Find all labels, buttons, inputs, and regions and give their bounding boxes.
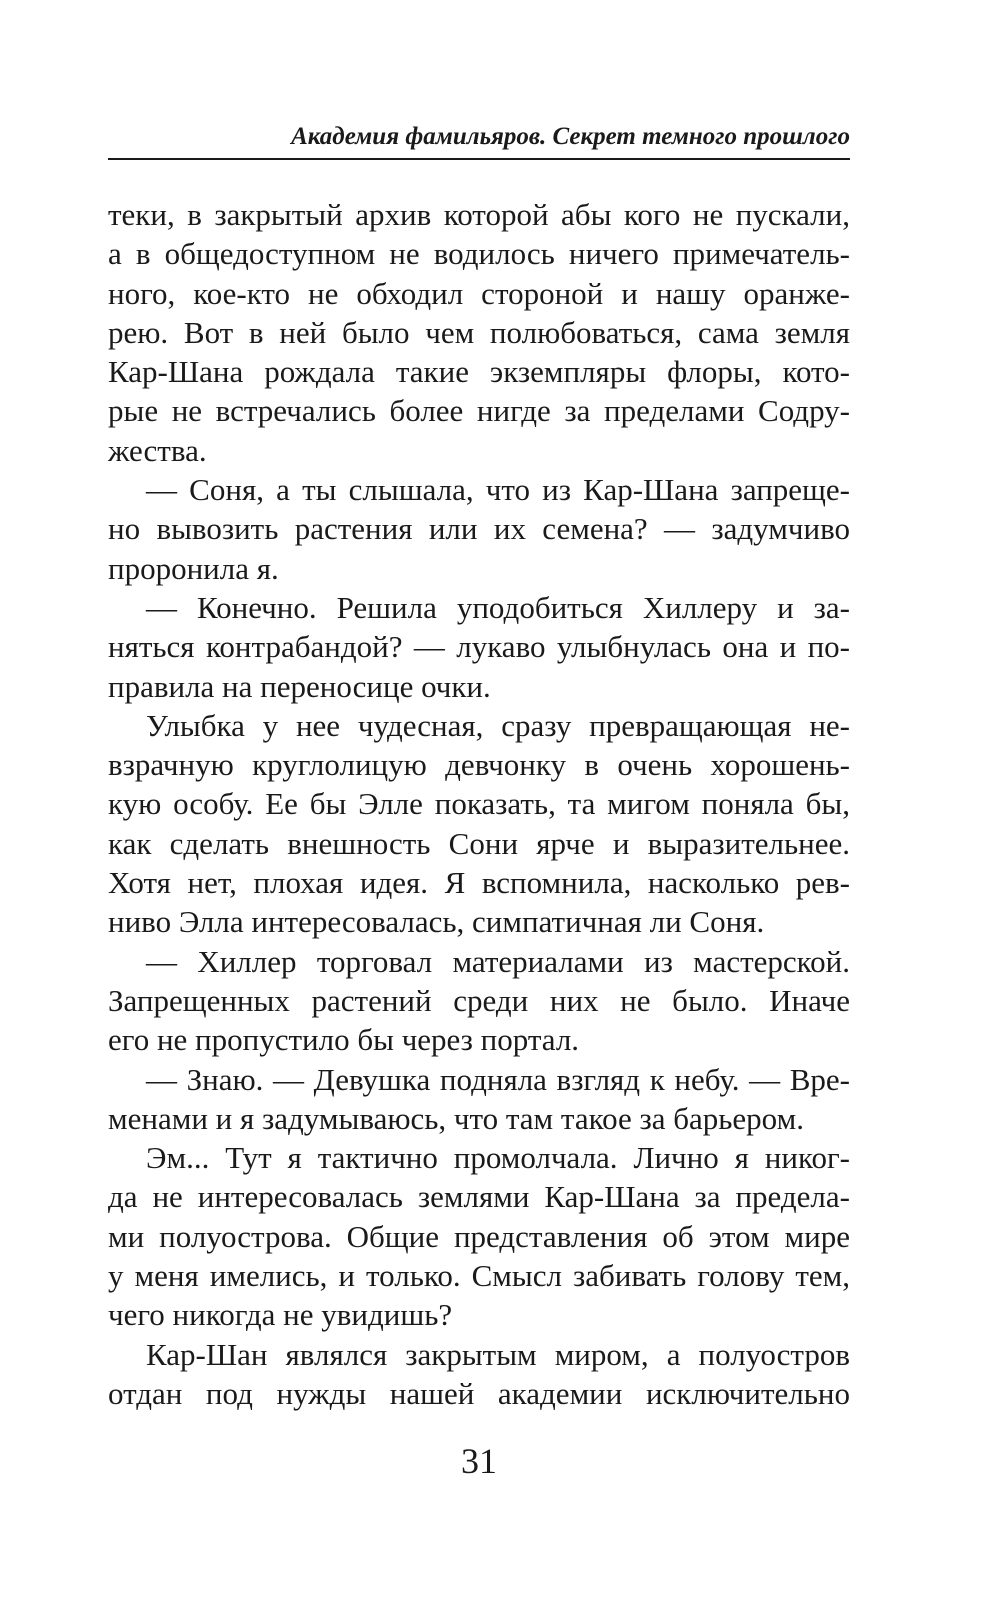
text-line: — Соня, а ты слышала, что из Кар-Шана запреще- <box>146 472 850 508</box>
text-line: — Конечно. Решила уподобиться Хиллеру и за- <box>146 589 850 625</box>
running-head: Академия фамильяров. Секрет темного прошлого <box>291 123 850 150</box>
text-line: менами и я задумываюсь, что там такое за барьером. <box>108 1100 804 1136</box>
text-line: няться контрабандой? — лукаво улыбнулась она и по- <box>108 629 850 665</box>
text-line: взрачную круглолицую девчонку в очень хорошень- <box>108 747 850 783</box>
text-line: рею. Вот в ней было чем полюбоваться, сама земля <box>108 314 850 350</box>
text-line: Кар-Шана рождала такие экземпляры флоры, кото- <box>108 354 850 390</box>
text-line: а в общедоступном не водилось ничего примечатель- <box>108 236 850 272</box>
text-line: Кар-Шан являлся закрытым миром, а полуостров <box>146 1336 850 1372</box>
text-line: Запрещенных растений среди них не было. Иначе <box>108 982 850 1018</box>
body-text <box>108 195 850 1413</box>
text-line: Эм... Тут я тактично промолчала. Лично я никог- <box>146 1140 850 1176</box>
text-line: у меня имелись, и только. Смысл забивать голову тем, <box>108 1258 850 1294</box>
text-line: жества. <box>108 432 207 468</box>
text-line: проронила я. <box>108 550 279 586</box>
text-line: ми полуострова. Общие представления об этом мире <box>108 1218 850 1254</box>
text-line: да не интересовалась землями Кар-Шана за предела- <box>108 1179 850 1215</box>
text-line: ного, кое-кто не обходил стороной и нашу оранже- <box>108 275 850 311</box>
text-line: как сделать внешность Сони ярче и выразительнее. <box>108 825 850 861</box>
text-line: — Хиллер торговал материалами из мастерской. <box>146 943 850 979</box>
text-line: но вывозить растения или их семена? — задумчиво <box>108 511 850 547</box>
text-line: кую особу. Ее бы Элле показать, та мигом поняла бы, <box>108 786 850 822</box>
text-line: теки, в закрытый архив которой абы кого не пускали, <box>108 197 850 232</box>
text-line: отдан под нужды нашей академии исключительно <box>108 1375 850 1411</box>
header-rule <box>108 158 850 160</box>
text-line: ниво Элла интересовалась, симпатичная ли Соня. <box>108 904 765 940</box>
page-number: 31 <box>461 1441 497 1481</box>
text-line: Хотя нет, плохая идея. Я вспомнила, насколько рев- <box>108 865 850 901</box>
text-line: его не пропустило бы через портал. <box>108 1022 580 1058</box>
text-line: рые не встречались более нигде за пределами Содру- <box>108 393 850 429</box>
text-line: правила на переносице очки. <box>108 668 491 704</box>
text-line: Улыбка у нее чудесная, сразу превращающая не- <box>146 707 850 743</box>
text-line: чего никогда не увидишь? <box>108 1297 453 1333</box>
text-line: — Знаю. — Девушка подняла взгляд к небу. — Вре- <box>146 1061 850 1097</box>
